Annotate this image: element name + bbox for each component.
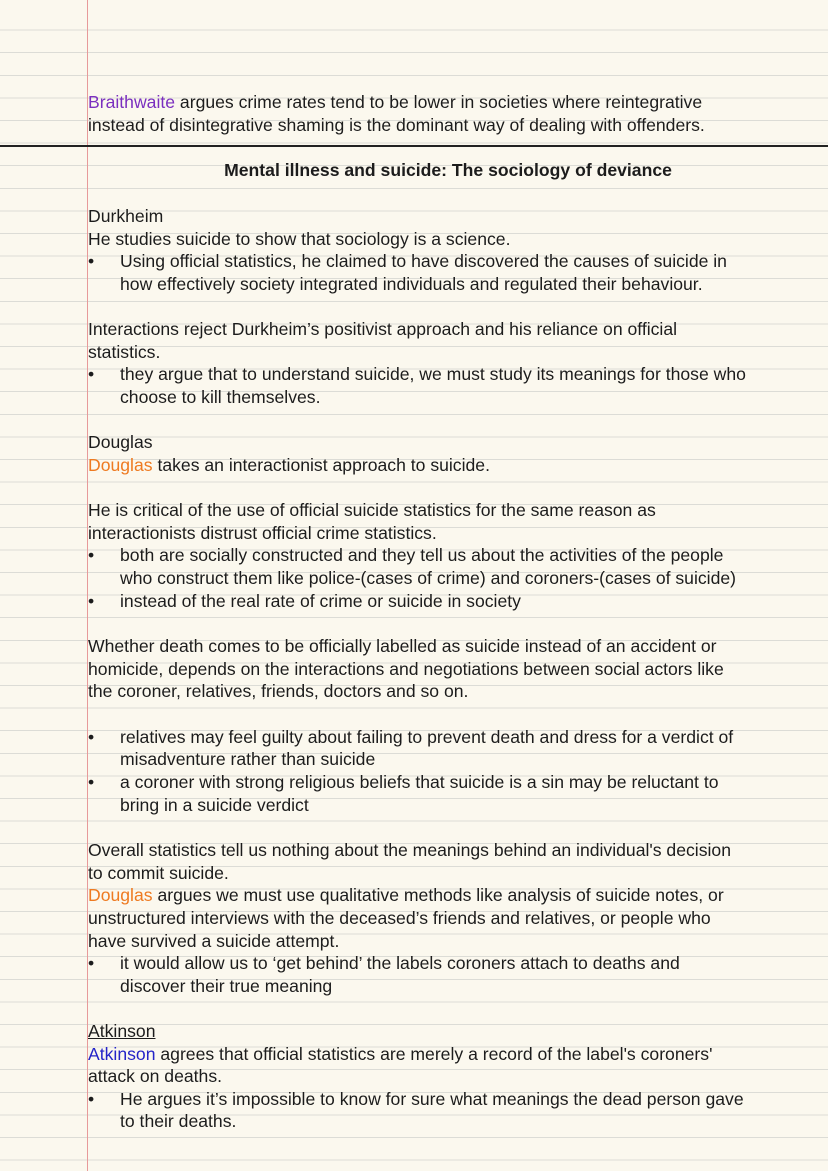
intro-line-1: Braithwaite argues crime rates tend to be lower in societies where reintegrative <box>88 92 703 112</box>
douglas-p5-line-5: have survived a suicide attempt. <box>88 931 340 951</box>
bullet-marker: • <box>88 545 95 565</box>
atkinson-line-2: attack on deaths. <box>88 1066 222 1086</box>
section-divider <box>0 145 828 147</box>
bullet-text: both are socially constructed and they tell us about the activities of the people <box>120 545 724 565</box>
heading-douglas: Douglas <box>88 432 153 452</box>
intro-line-2: instead of disintegrative shaming is the dominant way of dealing with offenders. <box>88 115 705 135</box>
bullet-marker: • <box>88 591 95 611</box>
bullet-marker: • <box>88 953 95 973</box>
douglas-p2-line-1: He is critical of the use of official suicide statistics for the same reason as <box>88 500 656 520</box>
bullet-text: who construct them like police-(cases of crime) and coroners-(cases of suicide) <box>120 568 737 588</box>
heading-atkinson: Atkinson <box>88 1021 156 1041</box>
heading-durkheim: Durkheim <box>88 206 164 226</box>
bullet-marker: • <box>88 727 95 747</box>
bullet-marker: • <box>88 1089 95 1109</box>
bullet-text: misadventure rather than suicide <box>120 749 376 769</box>
douglas-p2-line-2: interactionists distrust official crime statistics. <box>88 523 437 543</box>
bullet-text: how effectively society integrated individuals and regulated their behaviour. <box>120 274 703 294</box>
durkheim-line-1: He studies suicide to show that sociology is a science. <box>88 229 511 249</box>
bullet-text: it would allow us to ‘get behind’ the labels coroners attach to deaths and <box>120 953 680 973</box>
bullet-text: choose to kill themselves. <box>120 387 321 407</box>
douglas-p3-line: the coroner, relatives, friends, doctors and so on. <box>88 681 469 701</box>
section-title: Mental illness and suicide: The sociology of deviance <box>224 160 672 180</box>
interactions-line-2: statistics. <box>88 342 161 362</box>
name-douglas: Douglas <box>88 455 153 475</box>
bullet-text: instead of the real rate of crime or suicide in society <box>120 591 521 611</box>
douglas-p5-line-1: Overall statistics tell us nothing about the meanings behind an individual's decision <box>88 840 731 860</box>
douglas-p5-line-2: to commit suicide. <box>88 863 229 883</box>
douglas-p3-line: homicide, depends on the interactions and negotiations between social actors like <box>88 659 724 679</box>
bullet-text: Using official statistics, he claimed to have discovered the causes of suicide in <box>120 251 727 271</box>
bullet-text: He argues it’s impossible to know for sure what meanings the dead person gave <box>120 1089 744 1109</box>
bullet-marker: • <box>88 364 95 384</box>
name-douglas: Douglas <box>88 885 153 905</box>
bullet-text: discover their true meaning <box>120 976 333 996</box>
bullet-text: they argue that to understand suicide, we must study its meanings for those who <box>120 364 746 384</box>
name-atkinson: Atkinson <box>88 1044 156 1064</box>
douglas-p5-line-3: Douglas argues we must use qualitative methods like analysis of suicide notes, or <box>88 885 724 905</box>
douglas-line-1: Douglas takes an interactionist approach to suicide. <box>88 455 490 475</box>
douglas-p3-line: Whether death comes to be officially labelled as suicide instead of an accident or <box>88 636 717 656</box>
bullet-marker: • <box>88 772 95 792</box>
bullet-text: a coroner with strong religious beliefs that suicide is a sin may be reluctant to <box>120 772 719 792</box>
douglas-p5-line-4: unstructured interviews with the deceased’s friends and relatives, or people who <box>88 908 711 928</box>
bullet-text: bring in a suicide verdict <box>120 795 309 815</box>
bullet-text: relatives may feel guilty about failing to prevent death and dress for a verdict of <box>120 727 734 747</box>
name-braithwaite: Braithwaite <box>88 92 176 112</box>
bullet-marker: • <box>88 251 95 271</box>
bullet-text: to their deaths. <box>120 1111 237 1131</box>
atkinson-line-1: Atkinson agrees that official statistics are merely a record of the label's coroners' <box>88 1044 713 1064</box>
interactions-line-1: Interactions reject Durkheim’s positivist approach and his reliance on official <box>88 319 678 339</box>
